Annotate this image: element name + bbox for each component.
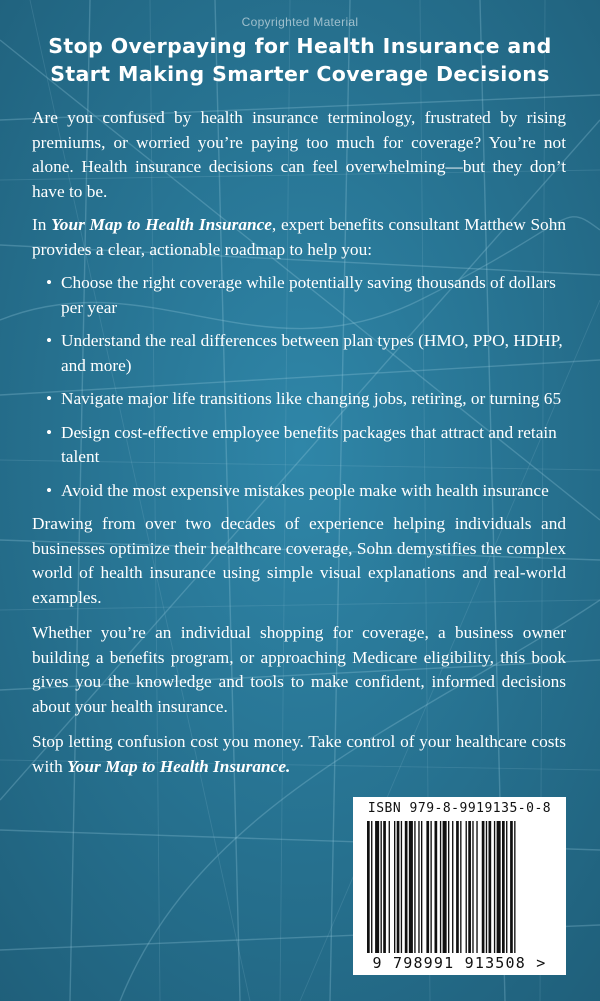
barcode-bar	[489, 821, 492, 953]
barcode-bar	[472, 821, 473, 953]
barcode-bar	[456, 821, 459, 953]
closing-book-title: Your Map to Health Insurance.	[67, 756, 291, 776]
barcode-bar	[414, 821, 415, 953]
closing-paragraph	[32, 730, 566, 779]
barcode-bar	[367, 821, 370, 953]
list-item: • Understand the real differences between plan types (HMO, PPO, HDHP, and more)	[46, 329, 566, 378]
barcode-bar	[510, 821, 513, 953]
list-item: • Avoid the most expensive mistakes people make with health insurance	[46, 479, 566, 504]
barcode-bar	[468, 821, 471, 953]
barcode-bar	[371, 821, 372, 953]
barcode-bar	[405, 821, 408, 953]
barcode-bar	[381, 821, 382, 953]
isbn-barcode	[353, 797, 566, 975]
barcode-bar	[409, 821, 413, 953]
barcode-bar	[389, 821, 390, 953]
barcode-bar	[443, 821, 447, 953]
barcode-bar	[452, 821, 453, 953]
barcode-bar	[435, 821, 438, 953]
book-intro-suffix: , expert benefits consultant Matthew Sohn provides a clear, actionable roadmap to help you:	[32, 215, 566, 259]
barcode-bar	[375, 821, 379, 953]
barcode-bar	[401, 821, 402, 953]
barcode-bar	[383, 821, 386, 953]
headline	[20, 32, 580, 88]
barcode-bar	[476, 821, 477, 953]
barcode-bar	[448, 821, 449, 953]
barcode-bar	[506, 821, 507, 953]
book-title: Your Map to Health Insurance	[51, 215, 272, 234]
list-item: • Choose the right coverage while potentially saving thousands of dollars per year	[46, 271, 566, 320]
barcode-bar	[394, 821, 395, 953]
barcode-bar	[460, 821, 461, 953]
intro-paragraph: Are you confused by health insurance terminology, frustrated by rising premiums, or worried you’re paying too much for coverage? You’re not alone. Health insurance decisions can feel overwhelming—but they don’t have to be.	[32, 108, 566, 201]
copyright-watermark: Copyrighted Material	[241, 15, 359, 29]
audience-paragraph: Whether you’re an individual shopping for coverage, a business owner building a benefits program, or approaching Medicare eligibility, this book gives you the knowledge and tools to make confident, informed decisions about your health insurance.	[32, 623, 566, 716]
blurb	[32, 106, 566, 790]
barcode-bar	[426, 821, 429, 953]
barcode-bar	[397, 821, 400, 953]
list-item: • Design cost-effective employee benefits packages that attract and retain talent	[46, 421, 566, 470]
experience-paragraph: Drawing from over two decades of experience helping individuals and businesses optimize their healthcare coverage, Sohn demystifies the complex world of health insurance using simple visual explanations and real-world examples.	[32, 514, 566, 607]
barcode-bar	[494, 821, 495, 953]
benefits-list	[32, 271, 566, 503]
isbn-label: ISBN 979-8-9919135-0-8	[367, 801, 552, 816]
barcode-bars	[367, 821, 557, 953]
barcode-bar	[497, 821, 501, 953]
book-intro-paragraph	[32, 213, 566, 262]
list-item: • Navigate major life transitions like changing jobs, retiring, or turning 65	[46, 387, 566, 412]
barcode-bar	[482, 821, 485, 953]
closing-text: Stop letting confusion cost you money. Take control of your healthcare costs with	[32, 732, 566, 776]
book-intro-prefix: In	[32, 215, 52, 234]
barcode-bar	[486, 821, 487, 953]
barcode-bar	[466, 821, 467, 953]
barcode-digits: 9 798991 913508 >	[372, 954, 547, 972]
barcode-bar	[421, 821, 422, 953]
barcode-bar	[430, 821, 431, 953]
barcode-bar	[514, 821, 515, 953]
barcode-bar	[502, 821, 505, 953]
headline-line-1: Stop Overpaying for Health Insurance and	[48, 34, 552, 58]
barcode-bar	[440, 821, 441, 953]
barcode-bar	[418, 821, 419, 953]
headline-line-2: Start Making Smarter Coverage Decisions	[50, 62, 550, 86]
